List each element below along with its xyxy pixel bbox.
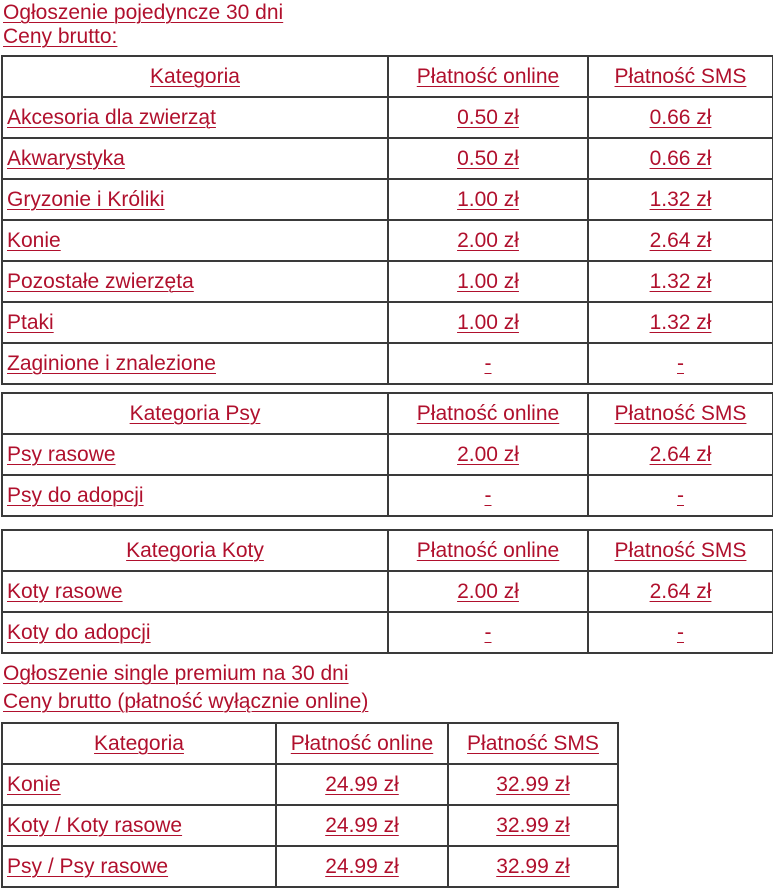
price-table-general — [1, 55, 773, 385]
category-cell: Psy do adopcji — [2, 475, 388, 516]
category-cell: Zaginione i znalezione — [2, 343, 388, 384]
sms-price-cell: - — [588, 612, 773, 653]
online-price-cell: 0.50 zł — [388, 97, 588, 138]
table-row — [2, 220, 773, 261]
section1-title[interactable] — [3, 1, 283, 25]
sms-price-cell: 1.32 zł — [588, 302, 773, 343]
header-category: Kategoria Psy — [2, 393, 388, 434]
table-header-row — [2, 723, 618, 764]
online-price-cell: 1.00 zł — [388, 302, 588, 343]
category-cell: Psy rasowe — [2, 434, 388, 475]
sms-price-cell: 0.66 zł — [588, 138, 773, 179]
category-cell: Konie — [2, 220, 388, 261]
table-row — [2, 261, 773, 302]
price-table-dogs — [1, 392, 773, 517]
header-category: Kategoria — [2, 56, 388, 97]
online-price-cell: 2.00 zł — [388, 220, 588, 261]
table-row — [2, 302, 773, 343]
header-sms: Płatność SMS — [448, 723, 618, 764]
section1-subtitle[interactable] — [3, 25, 117, 49]
category-cell: Koty / Koty rasowe — [2, 805, 276, 846]
header-online: Płatność online — [388, 530, 588, 571]
online-price-cell: 0.50 zł — [388, 138, 588, 179]
price-table-premium — [1, 722, 619, 888]
header-sms: Płatność SMS — [588, 393, 773, 434]
category-cell: Akwarystyka — [2, 138, 388, 179]
table-row — [2, 764, 618, 805]
header-sms: Płatność SMS — [588, 56, 773, 97]
table-row — [2, 179, 773, 220]
category-cell: Konie — [2, 764, 276, 805]
sms-price-cell: 32.99 zł — [448, 805, 618, 846]
table-row — [2, 343, 773, 384]
price-table-cats — [1, 529, 773, 654]
table-header-row — [2, 56, 773, 97]
sms-price-cell: 2.64 zł — [588, 434, 773, 475]
section1-subtitle-link[interactable]: Ceny brutto: — [3, 25, 118, 48]
table-row — [2, 434, 773, 475]
table-row — [2, 846, 618, 887]
sms-price-cell: 1.32 zł — [588, 261, 773, 302]
online-price-cell: 2.00 zł — [388, 571, 588, 612]
section2-title-link[interactable]: Ogłoszenie single premium na 30 dni — [3, 662, 349, 685]
category-cell: Akcesoria dla zwierząt — [2, 97, 388, 138]
header-category: Kategoria — [2, 723, 276, 764]
section2-subtitle-link[interactable]: Ceny brutto (płatność wyłącznie online) — [3, 690, 369, 713]
online-price-cell: - — [388, 612, 588, 653]
sms-price-cell: - — [588, 343, 773, 384]
section2-subtitle[interactable] — [3, 690, 368, 714]
table-row — [2, 571, 773, 612]
table-row — [2, 97, 773, 138]
table-header-row — [2, 393, 773, 434]
sms-price-cell: - — [588, 475, 773, 516]
category-cell: Koty do adopcji — [2, 612, 388, 653]
online-price-cell: 24.99 zł — [276, 805, 448, 846]
online-price-cell: 24.99 zł — [276, 846, 448, 887]
online-price-cell: 24.99 zł — [276, 764, 448, 805]
sms-price-cell: 2.64 zł — [588, 220, 773, 261]
online-price-cell: - — [388, 475, 588, 516]
category-cell: Ptaki — [2, 302, 388, 343]
section2-title[interactable] — [3, 662, 349, 686]
sms-price-cell: 1.32 zł — [588, 179, 773, 220]
table-row — [2, 138, 773, 179]
sms-price-cell: 32.99 zł — [448, 846, 618, 887]
header-online: Płatność online — [388, 56, 588, 97]
category-cell: Psy / Psy rasowe — [2, 846, 276, 887]
online-price-cell: 1.00 zł — [388, 261, 588, 302]
section1-title-link[interactable]: Ogłoszenie pojedyncze 30 dni — [3, 1, 284, 24]
category-cell: Koty rasowe — [2, 571, 388, 612]
header-sms: Płatność SMS — [588, 530, 773, 571]
sms-price-cell: 2.64 zł — [588, 571, 773, 612]
table-header-row — [2, 530, 773, 571]
header-online: Płatność online — [388, 393, 588, 434]
table-row — [2, 475, 773, 516]
online-price-cell: - — [388, 343, 588, 384]
category-cell: Gryzonie i Króliki — [2, 179, 388, 220]
sms-price-cell: 32.99 zł — [448, 764, 618, 805]
online-price-cell: 2.00 zł — [388, 434, 588, 475]
sms-price-cell: 0.66 zł — [588, 97, 773, 138]
table-row — [2, 805, 618, 846]
online-price-cell: 1.00 zł — [388, 179, 588, 220]
header-online: Płatność online — [276, 723, 448, 764]
header-category: Kategoria Koty — [2, 530, 388, 571]
category-cell: Pozostałe zwierzęta — [2, 261, 388, 302]
table-row — [2, 612, 773, 653]
